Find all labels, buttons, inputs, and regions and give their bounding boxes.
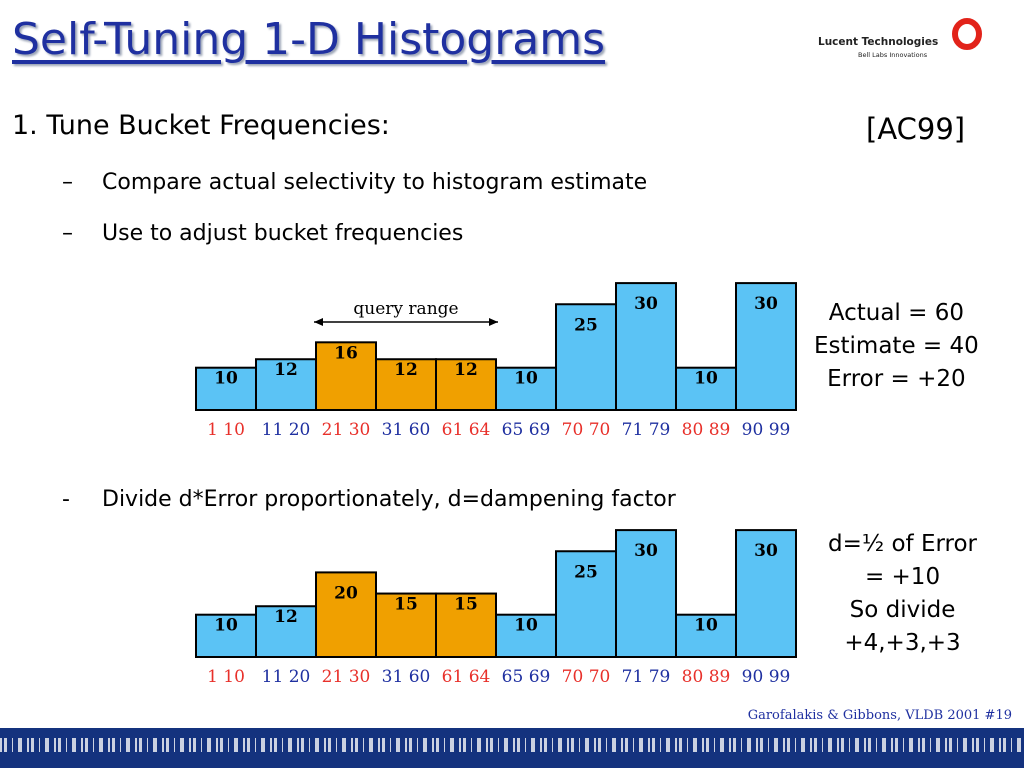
bullet-adjust bbox=[62, 221, 463, 246]
bucket-range-label: 31 60 bbox=[381, 420, 431, 440]
bucket-count-label: 10 bbox=[514, 368, 538, 389]
bucket-count-label: 15 bbox=[394, 594, 418, 615]
error-value: Error = +20 bbox=[827, 366, 966, 392]
bullet-marker: – bbox=[62, 221, 73, 246]
bullet-compare bbox=[62, 170, 647, 195]
dampening-note bbox=[828, 528, 977, 660]
bucket-count-label: 10 bbox=[514, 615, 538, 636]
bucket-range-label: 11 20 bbox=[261, 667, 311, 687]
bucket-range-label: 1 10 bbox=[207, 420, 245, 440]
bucket-count-label: 10 bbox=[214, 368, 238, 389]
bucket-range-label: 71 79 bbox=[621, 667, 671, 687]
actual-value: Actual = 60 bbox=[828, 300, 964, 326]
bucket-range-label: 80 89 bbox=[681, 420, 731, 440]
histogram-before bbox=[190, 280, 800, 450]
bucket-range-label: 70 70 bbox=[561, 667, 611, 687]
query-range-label: query range bbox=[353, 299, 459, 319]
estimate-value: Estimate = 40 bbox=[814, 333, 979, 359]
bucket-count-label: 12 bbox=[274, 607, 298, 628]
bucket-range-label: 21 30 bbox=[321, 420, 371, 440]
footer-stripes bbox=[0, 738, 1024, 752]
innovation-ring-icon bbox=[950, 16, 984, 52]
bullet-marker: – bbox=[62, 170, 73, 195]
bucket-count-label: 15 bbox=[454, 594, 478, 615]
bucket-count-label: 30 bbox=[634, 541, 658, 562]
dampening-line-1: d=½ of Error bbox=[828, 531, 978, 557]
query-range-arrow bbox=[314, 318, 498, 326]
bucket-count-label: 30 bbox=[754, 541, 778, 562]
bucket-count-label: 16 bbox=[334, 343, 358, 364]
bucket-range-label: 61 64 bbox=[441, 667, 491, 687]
bucket-range-label: 65 69 bbox=[501, 420, 551, 440]
bucket-range-label: 90 99 bbox=[741, 420, 791, 440]
footer-band bbox=[0, 728, 1024, 768]
citation: [AC99] bbox=[866, 112, 966, 146]
bucket-range-label: 80 89 bbox=[681, 667, 731, 687]
bucket-count-label: 12 bbox=[454, 360, 478, 381]
bucket-range-label: 70 70 bbox=[561, 420, 611, 440]
step-heading: 1. Tune Bucket Frequencies: bbox=[12, 110, 390, 141]
bucket-range-label: 71 79 bbox=[621, 420, 671, 440]
histogram-after bbox=[190, 527, 800, 697]
slide-title: Self-Tuning 1-D Histograms bbox=[12, 14, 606, 65]
bucket-range-label: 61 64 bbox=[441, 420, 491, 440]
bucket-range-label: 65 69 bbox=[501, 667, 551, 687]
bucket-count-label: 30 bbox=[634, 294, 658, 315]
bucket-range-label: 21 30 bbox=[321, 667, 371, 687]
sub-bullet-divide bbox=[62, 487, 676, 512]
dampening-line-2: = +10 bbox=[864, 564, 941, 590]
footer-citation: Garofalakis & Gibbons, VLDB 2001 #19 bbox=[747, 708, 1012, 723]
bullet-text: Compare actual selectivity to histogram estimate bbox=[102, 170, 648, 195]
bucket-range-label: 1 10 bbox=[207, 667, 245, 687]
bucket-count-label: 30 bbox=[754, 294, 778, 315]
lucent-logo bbox=[818, 14, 998, 62]
bucket-range-label: 31 60 bbox=[381, 667, 431, 687]
logo-tagline: Bell Labs Innovations bbox=[858, 51, 928, 59]
bucket-count-label: 20 bbox=[334, 583, 358, 604]
bucket-count-label: 10 bbox=[694, 615, 718, 636]
bucket-count-label: 25 bbox=[574, 315, 598, 336]
bullet-text: Divide d*Error proportionately, d=dampening factor bbox=[102, 487, 676, 512]
bucket-count-label: 12 bbox=[394, 360, 418, 381]
dampening-line-3: So divide bbox=[849, 597, 956, 623]
bucket-range-label: 11 20 bbox=[261, 420, 311, 440]
bullet-text: Use to adjust bucket frequencies bbox=[102, 221, 464, 246]
bucket-count-label: 10 bbox=[694, 368, 718, 389]
bucket-count-label: 25 bbox=[574, 562, 598, 583]
bullet-marker: - bbox=[62, 487, 70, 512]
bucket-count-label: 12 bbox=[274, 360, 298, 381]
bucket-count-label: 10 bbox=[214, 615, 238, 636]
logo-company-name: Lucent Technologies bbox=[818, 36, 939, 48]
stats-note bbox=[814, 297, 979, 396]
bucket-range-label: 90 99 bbox=[741, 667, 791, 687]
dampening-line-4: +4,+3,+3 bbox=[844, 630, 961, 656]
